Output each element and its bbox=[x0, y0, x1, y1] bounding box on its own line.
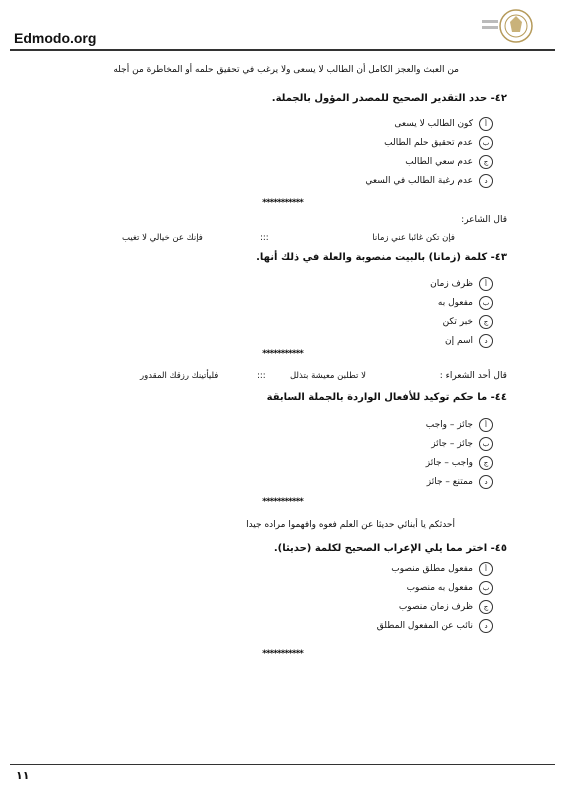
q45-option-b[interactable] bbox=[407, 581, 493, 595]
option-text: مفعول مطلق منصوب bbox=[391, 564, 473, 574]
question-43: ٤٣- كلمة (زمانا) بالبيت منصوبة والعلة في ذلك أنها. bbox=[256, 252, 507, 263]
separator: *********** bbox=[262, 198, 303, 208]
option-mark: أ bbox=[479, 418, 493, 432]
option-mark: ب bbox=[479, 581, 493, 595]
option-text: جائز – واجب bbox=[425, 420, 473, 430]
option-mark: د bbox=[479, 619, 493, 633]
option-mark: أ bbox=[479, 277, 493, 291]
option-text: مفعول به منصوب bbox=[406, 583, 473, 593]
verse-first-half: فإن تكن غائبا عني زمانا bbox=[372, 233, 455, 243]
option-mark: ج bbox=[479, 155, 493, 169]
option-text: ممتنع – جائز bbox=[426, 477, 473, 487]
option-text: نائب عن المفعول المطلق bbox=[376, 621, 473, 631]
q44-option-a[interactable] bbox=[426, 418, 493, 432]
q45-option-c[interactable] bbox=[399, 600, 493, 614]
option-mark: د bbox=[479, 475, 493, 489]
option-text: واجب – جائز bbox=[425, 458, 473, 468]
q43-option-c[interactable] bbox=[443, 315, 493, 329]
poet-intro: قال الشاعر: bbox=[461, 215, 507, 225]
option-text: ظرف زمان bbox=[430, 279, 473, 289]
q45-option-d[interactable] bbox=[377, 619, 493, 633]
option-text: كون الطالب لا يسعى bbox=[394, 119, 473, 129]
verse-divider: ::: bbox=[257, 371, 266, 381]
q43-option-d[interactable] bbox=[445, 334, 493, 348]
option-text: عدم تحقيق حلم الطالب bbox=[384, 138, 473, 148]
separator: *********** bbox=[262, 497, 303, 507]
separator: *********** bbox=[262, 349, 303, 359]
q42-option-a[interactable] bbox=[394, 117, 493, 131]
q42-option-d[interactable] bbox=[365, 174, 493, 188]
q44-option-c[interactable] bbox=[426, 456, 493, 470]
verse-second-half: فإنك عن خيالي لا تغيب bbox=[122, 233, 203, 243]
option-text: عدم رغبة الطالب في السعي bbox=[365, 176, 473, 186]
q45-context: أحدثكم يا أبنائي حديثا عن العلم فعوه وافهموا مراده جيدا bbox=[246, 520, 455, 530]
option-mark: ب bbox=[479, 437, 493, 451]
q44-option-b[interactable] bbox=[431, 437, 493, 451]
option-mark: أ bbox=[479, 117, 493, 131]
question-44: ٤٤- ما حكم توكيد للأفعال الواردة بالجملة السابقة bbox=[266, 392, 507, 403]
option-text: ظرف زمان منصوب bbox=[398, 602, 473, 612]
option-text: اسم إن bbox=[444, 336, 473, 346]
option-mark: ب bbox=[479, 136, 493, 150]
option-text: خبر تكن bbox=[442, 317, 473, 327]
option-mark: د bbox=[479, 174, 493, 188]
verse-divider: ::: bbox=[260, 233, 269, 243]
option-text: مفعول به bbox=[437, 298, 473, 308]
option-text: عدم سعي الطالب bbox=[405, 157, 473, 167]
poet-intro: قال أحد الشعراء : bbox=[439, 371, 507, 381]
option-text: جائز – جائز bbox=[431, 439, 473, 449]
footer-rule bbox=[10, 764, 555, 765]
option-mark: ج bbox=[479, 456, 493, 470]
option-mark: أ bbox=[479, 562, 493, 576]
q45-option-a[interactable] bbox=[391, 562, 493, 576]
brand-label: Edmodo.org bbox=[14, 30, 97, 46]
page-number: ١١ bbox=[16, 769, 30, 782]
q42-option-b[interactable] bbox=[384, 136, 493, 150]
option-mark: ج bbox=[479, 315, 493, 329]
intro-sentence: من العبث والعجز الكامل أن الطالب لا يسعى ولا يرغب في تحقيق حلمه أو المخاطرة من أجله bbox=[113, 65, 459, 75]
separator: *********** bbox=[262, 649, 303, 659]
ministry-logo-icon bbox=[478, 6, 538, 46]
verse-first-half: لا تطلبن معيشة بتذلل bbox=[290, 371, 366, 381]
q42-option-c[interactable] bbox=[405, 155, 493, 169]
option-mark: د bbox=[479, 334, 493, 348]
question-42: ٤٢- حدد التقدير الصحيح للمصدر المؤول بالجملة. bbox=[271, 93, 507, 104]
q43-option-a[interactable] bbox=[430, 277, 493, 291]
q43-option-b[interactable] bbox=[438, 296, 493, 310]
verse-second-half: فليأتينك رزقك المقدور bbox=[140, 371, 219, 381]
header-rule bbox=[10, 49, 555, 51]
q44-option-d[interactable] bbox=[427, 475, 493, 489]
option-mark: ب bbox=[479, 296, 493, 310]
option-mark: ج bbox=[479, 600, 493, 614]
question-45: ٤٥- اختر مما يلي الإعراب الصحيح لكلمة (حديثا). bbox=[273, 543, 507, 554]
